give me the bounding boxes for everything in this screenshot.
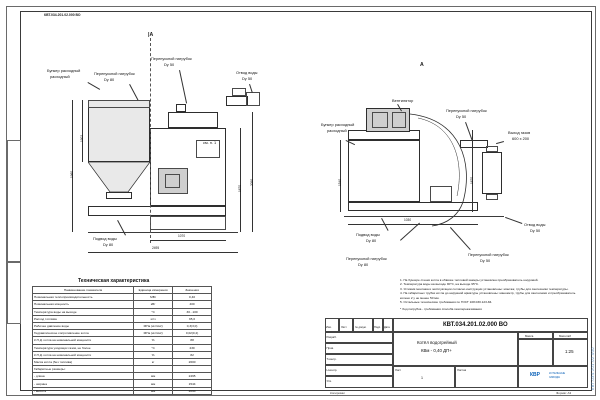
dim-line-1030-right [348, 224, 478, 225]
spec-cell-3-1: кг/ч [134, 315, 173, 322]
dim-line-1902-left [82, 100, 83, 162]
grate-unit-right [430, 186, 452, 202]
label-hopper-left-2: расходный [50, 74, 70, 79]
spec-cell-7-0: Температура уходящих газов, не более [33, 344, 134, 351]
spec-table-row [33, 322, 212, 329]
label-branch-d50-left: Перепускной патрубок [151, 56, 192, 61]
base-frame-right [348, 202, 478, 211]
spec-cell-11-0: - длина [33, 373, 134, 380]
spec-col-1: Единица измерения [134, 287, 173, 294]
stamp-title-line1: Котёл водогрейный [417, 340, 457, 345]
label-water-outlet-left: Отвод воды [236, 70, 258, 75]
spec-table-row [33, 344, 212, 351]
spec-cell-9-2: 2600 [173, 358, 212, 365]
stamp-scale-value: 1:25 [565, 349, 574, 354]
spec-cell-0-0: Номинальная теплопроизводительность [33, 294, 134, 301]
spec-table-title: Техническая характеристика [78, 278, 150, 284]
spec-table-row [33, 308, 212, 315]
stamp-role-label-0: Разраб. [326, 335, 337, 339]
dim-line-1670-right [472, 130, 473, 212]
label-branch-d80-left-dy: Dу 80 [104, 77, 115, 82]
dim-line-1670-left [240, 128, 241, 232]
label-hopper-right-2: расходный [327, 128, 347, 133]
spec-cell-2-0: Температура воды на выходе [33, 308, 134, 315]
stamp-drawing-number: КВТ.034.201.02.000 ВО [443, 322, 508, 328]
note-item-1: 3. Условия монтажа и эксплуатации согласно инструкции установлены: монтаж, трубы для сантехники температуры. [400, 286, 569, 291]
stamp-f1 [339, 318, 353, 332]
hopper-cone-left [88, 162, 150, 192]
label-hopper-left: Бункер расходный [47, 68, 81, 73]
note-item-3: 5. Остальные технические требования по ГОСТ 108.030.123-84. [400, 300, 493, 305]
vessel-bottom-nozzle-right [486, 194, 498, 200]
spec-cell-4-2: 0,3(3,0) [173, 322, 212, 329]
hopper-body-left [88, 100, 150, 162]
technical-notes [400, 278, 585, 311]
boiler-drum-right [404, 112, 476, 230]
spec-cell-7-1: °С [134, 344, 173, 351]
hopper-outlet-left [106, 192, 132, 199]
base-frame-left [88, 206, 226, 216]
stamp-f3 [373, 318, 383, 332]
label-water-outlet-right: Отвод воды [524, 222, 546, 227]
label-water-inlet-left-dy: Dу 80 [103, 242, 114, 247]
section-note-left: см. п. 1 [203, 140, 217, 145]
label-branch-d50-right-dy: Dу 50 [456, 114, 467, 119]
view-mark-a-left: |А [148, 32, 154, 38]
dim-1670-right: 1670 [470, 176, 474, 184]
flue-duct-right [460, 140, 488, 148]
dim-1030-right: 1030 [404, 218, 412, 222]
stamp-field-2: № докум. [355, 326, 367, 329]
stamp-field-4: Дата [384, 326, 390, 329]
dim-line-1540-right [340, 140, 341, 212]
spec-cell-6-0: К.П.Д. котла на номинальной мощности [33, 337, 134, 344]
label-gas-outlet-right: Выход газов [508, 130, 531, 135]
company-sub-2: ЗАВОДЫ [549, 376, 560, 379]
label-gas-outlet-right-dim: 600 х 200 [512, 136, 530, 141]
water-outlet-valve-left [246, 92, 260, 106]
label-branch-d80-left: Перепускной патрубок [94, 71, 135, 76]
dim-line-2495-left [88, 252, 238, 253]
stamp-role-4 [325, 376, 393, 388]
section-plane-a-left [150, 38, 151, 243]
spec-cell-0-2: 0,40 [173, 294, 212, 301]
spec-cell-5-0: Гидравлическое сопротивление котла [33, 330, 134, 337]
note-item-0: 2. Температура воды на выходе 90°С, на выходе 95°С. [400, 282, 480, 287]
spec-table-row [33, 358, 212, 365]
spec-table-row [33, 330, 212, 337]
stamp-title-line2: КВм - 0,40 ДП+ [421, 348, 452, 353]
stamp-field-3: Подп. [374, 326, 381, 329]
spec-cell-12-2: 1544 [173, 380, 212, 387]
ground-line-left [88, 232, 238, 233]
stamp-role-label-4: Утв. [326, 379, 332, 383]
dim-1960-left: 1960 [70, 170, 74, 178]
spec-table-row [33, 315, 212, 322]
spec-cell-10-1 [134, 366, 173, 373]
note-header: 1. На бункере стенки котла в обвязке тепловой камеры установлен преобразователь шнуровой. [400, 278, 539, 282]
label-branch-d50b-right: Перепускной патрубок [468, 252, 509, 257]
spec-cell-13-0: - высота [33, 387, 134, 394]
spec-cell-8-1: % [134, 351, 173, 358]
dim-2495-left: 2495 [152, 246, 160, 250]
dim-line-1070-left [150, 240, 226, 241]
dim-line-2090-left [252, 112, 253, 232]
spec-cell-4-0: Рабочее давление воды [33, 322, 134, 329]
stamp-f2 [353, 318, 373, 332]
spec-table-row [33, 387, 212, 394]
spec-table-row [33, 366, 212, 373]
spec-cell-0-1: МВт [134, 294, 173, 301]
label-water-inlet-right: Подвод воды [356, 232, 380, 237]
note-item-4: * Ход патрубка - требования способа газоперекачивания [400, 306, 482, 311]
stamp-sheets-label: Листов [457, 368, 467, 372]
spec-table-row [33, 380, 212, 387]
label-branch-d50b-right-dy: Dу 50 [480, 258, 491, 263]
spec-cell-7-2: 230 [173, 344, 212, 351]
spec-table-row [33, 294, 212, 301]
label-branch-d80-right: Перепускной патрубок [346, 256, 387, 261]
spec-cell-1-2: 400 [173, 301, 212, 308]
stamp-role-label-3: Н.контр. [326, 368, 338, 372]
fan-inlet-right [372, 112, 388, 128]
spec-cell-8-2: 82 [173, 351, 212, 358]
spec-cell-3-2: 95,0 [173, 315, 212, 322]
dim-1670-left: 1670 [238, 184, 242, 192]
stamp-sheet-cell [393, 366, 455, 388]
stamp-footer-copied: Копировал [330, 391, 346, 395]
spec-cell-6-1: % [134, 337, 173, 344]
spec-table-row [33, 301, 212, 308]
stamp-field-1: Лист [341, 326, 347, 329]
flue-cap-left [232, 88, 246, 96]
dim-2090-left: 2090 [250, 178, 254, 186]
dim-line-1960-left [72, 100, 73, 232]
spec-cell-2-2: 30...100 [173, 308, 212, 315]
stamp-role-label-1: Пров. [326, 346, 334, 350]
spec-cell-10-2 [173, 366, 212, 373]
label-branch-d80-right-dy: Dу 80 [358, 262, 369, 267]
company-logo: КВР [530, 372, 540, 378]
spec-cell-9-0: Масса котла (без топлива) [33, 358, 134, 365]
spec-table-row [33, 337, 212, 344]
stamp-footer-format: Формат А3 [556, 391, 572, 395]
label-fan-right: Вентилятор [392, 98, 414, 103]
spec-cell-13-2: 2090 [173, 387, 212, 394]
water-vessel-right [482, 152, 502, 194]
spec-cell-9-1: кг [134, 358, 173, 365]
vessel-top-nozzle-right [486, 146, 498, 152]
note-item-2: 4. На габаритных трубах котла до наружной арматуры установлены: манометр, трубы для сантехники и преобразователь колено 2 у не менее 50 мм. [400, 291, 576, 300]
spec-cell-11-1: мм [134, 373, 173, 380]
spec-table-row [33, 373, 212, 380]
stamp-f0 [325, 318, 339, 332]
spec-cell-12-0: - ширина [33, 380, 134, 387]
spec-cell-8-0: К.П.Д. котла на номинальной мощности [33, 351, 134, 358]
spec-cell-10-0: Габаритные размеры: [33, 366, 134, 373]
sheet-code-top-left: КВТ.034.201.02.000 ВО [44, 13, 81, 17]
stamp-mass-head [518, 332, 553, 339]
spec-col-0: Наименование показателя [33, 287, 134, 294]
label-branch-d50-right: Перепускной патрубок [446, 108, 487, 113]
ash-box-left [150, 216, 226, 230]
stamp-sheet-value: 1 [421, 376, 423, 380]
spec-cell-2-1: °С [134, 308, 173, 315]
stamp-field-0: Изм. [326, 326, 332, 329]
stamp-role-1 [325, 343, 393, 354]
spec-cell-6-2: 88 [173, 337, 212, 344]
spec-table-header-row [33, 287, 212, 294]
spec-cell-1-1: кВт [134, 301, 173, 308]
stamp-role-label-2: Т.контр. [326, 357, 337, 361]
boiler-door-window-left [165, 174, 180, 188]
spec-cell-3-0: Расход топлива [33, 315, 134, 322]
left-edge-strip-lower [7, 262, 21, 324]
view-mark-a-right: А [420, 62, 424, 68]
spec-table-row [33, 351, 212, 358]
dim-1540-right: 1540 [338, 178, 342, 186]
hopper-top-flange-left [88, 100, 150, 108]
label-hopper-right: Бункер расходный [321, 122, 355, 127]
top-duct-left [168, 112, 218, 128]
left-edge-strip-upper [7, 140, 21, 262]
label-water-inlet-left: Подвод воды [93, 236, 117, 241]
stamp-mass-cell [518, 339, 553, 366]
label-water-outlet-left-dy: Dу 50 [242, 76, 253, 81]
title-block [325, 318, 588, 388]
stamp-f4 [383, 318, 393, 332]
spec-cell-1-0: Номинальная мощность [33, 301, 134, 308]
stamp-sheet-label: Лист [395, 368, 402, 372]
spec-cell-5-2: 0,02(0,2) [173, 330, 212, 337]
spec-cell-5-1: МПа (кгс/см²) [134, 330, 173, 337]
spec-cell-12-1: мм [134, 380, 173, 387]
label-water-inlet-right-dy: Dу 80 [366, 238, 377, 243]
spec-table [32, 286, 212, 395]
spec-cell-4-1: МПа (кгс/см²) [134, 322, 173, 329]
spec-cell-13-1: мм [134, 387, 173, 394]
dim-1902-left: 1902 [80, 134, 84, 142]
spec-cell-11-2: 2495 [173, 373, 212, 380]
branch-d50-left [176, 104, 186, 112]
stamp-scale-label: Масштаб [559, 333, 571, 338]
company-sub-1: КОТЕЛЬНЫЕ [549, 372, 566, 375]
flue-outlet-left [226, 96, 248, 106]
stamp-title-cell [393, 332, 518, 366]
label-branch-d50-left-dy: Dу 50 [164, 62, 175, 67]
watermark-code: КВТ.034.201.02.000 [590, 347, 595, 390]
stamp-mass-label: Масса [525, 333, 534, 338]
label-water-outlet-right-dy: Dу 50 [530, 228, 541, 233]
spec-col-2: Значения [173, 287, 212, 294]
ground-line-right [344, 216, 504, 217]
dim-1070-left: 1070 [178, 234, 186, 238]
